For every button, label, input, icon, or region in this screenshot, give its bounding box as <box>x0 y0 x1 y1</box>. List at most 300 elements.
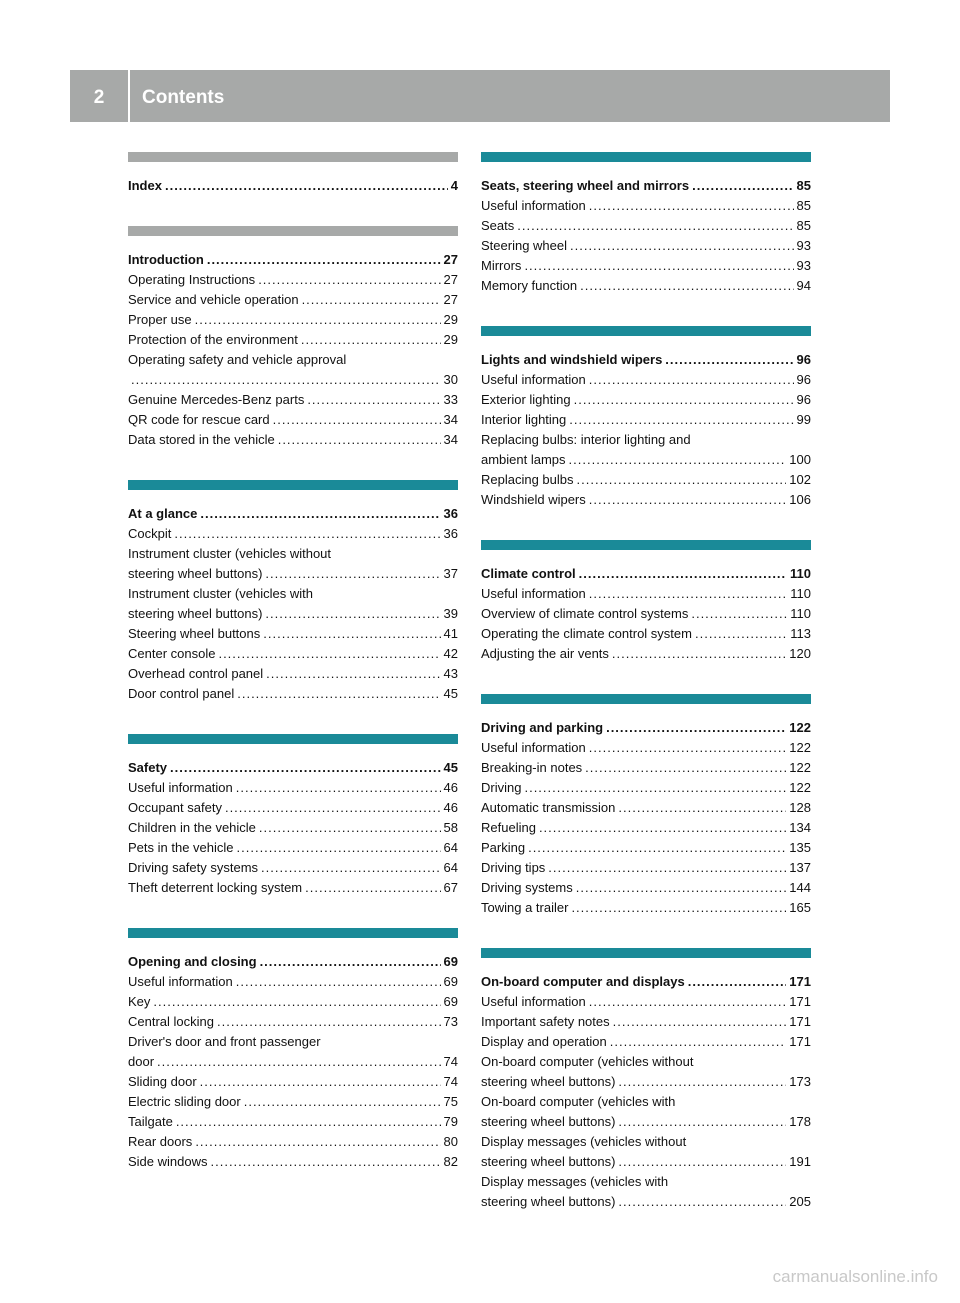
dot-leader <box>589 584 787 604</box>
entry-title: Children in the vehicle <box>128 820 256 835</box>
section-heading[interactable] <box>128 176 458 196</box>
toc-entry[interactable] <box>481 236 811 256</box>
entry-title: Useful information <box>481 586 586 601</box>
toc-entry[interactable] <box>128 972 458 992</box>
entry-title: Replacing bulbs <box>481 472 574 487</box>
toc-entry[interactable] <box>128 1012 458 1032</box>
entry-title: steering wheel buttons) <box>481 1114 616 1129</box>
entry-title: steering wheel buttons) <box>128 566 263 581</box>
page-ref: 29 <box>443 332 458 347</box>
toc-entry[interactable] <box>481 276 811 296</box>
entry-title: Windshield wipers <box>481 492 586 507</box>
entry-title: steering wheel buttons) <box>128 606 263 621</box>
dot-leader <box>211 1152 441 1172</box>
page-title: Contents <box>142 87 225 108</box>
page-ref: 58 <box>443 820 458 835</box>
toc-entry[interactable] <box>481 778 811 798</box>
dot-leader <box>237 684 440 704</box>
page-ref: 122 <box>789 720 811 735</box>
section-heading[interactable] <box>481 718 811 738</box>
entry-title: Cockpit <box>128 526 172 541</box>
entry-title: Key <box>128 994 151 1009</box>
dot-leader <box>165 176 448 196</box>
page-ref: 41 <box>443 626 458 641</box>
toc-section <box>481 540 811 664</box>
page-ref: 102 <box>789 472 811 487</box>
dot-leader <box>170 758 441 778</box>
toc-column-left <box>128 152 458 1202</box>
page-ref: 94 <box>796 278 811 293</box>
entry-title: Steering wheel <box>481 238 567 253</box>
entry-title: steering wheel buttons) <box>481 1154 616 1169</box>
page-ref: 46 <box>443 800 458 815</box>
toc-entry[interactable] <box>481 584 811 604</box>
dot-leader <box>589 490 787 510</box>
toc-entry[interactable] <box>128 644 458 664</box>
page-ref: 122 <box>789 760 811 775</box>
toc-entry[interactable] <box>481 410 811 430</box>
toc-entry-line[interactable]: Operating safety and vehicle approval <box>128 352 347 367</box>
toc-entry-line[interactable]: Display messages (vehicles without <box>481 1134 687 1149</box>
dot-leader <box>266 664 440 684</box>
toc-entry[interactable] <box>481 818 811 838</box>
toc-entry-line[interactable]: Instrument cluster (vehicles with <box>128 586 313 601</box>
toc-entry[interactable] <box>128 564 458 584</box>
page-ref: 96 <box>796 372 811 387</box>
entry-title: Pets in the vehicle <box>128 840 234 855</box>
entry-title: Data stored in the vehicle <box>128 432 275 447</box>
entry-title: Electric sliding door <box>128 1094 241 1109</box>
page-ref: 100 <box>789 452 811 467</box>
dot-leader <box>517 216 793 236</box>
page-ref: 171 <box>789 1034 811 1049</box>
page-ref: 171 <box>789 1014 811 1029</box>
toc-entry[interactable] <box>481 490 811 510</box>
page-ref: 120 <box>789 646 811 661</box>
dot-leader <box>524 256 793 276</box>
dot-leader <box>691 604 787 624</box>
page-ref: 144 <box>789 880 811 895</box>
entry-title: Steering wheel buttons <box>128 626 261 641</box>
toc-entry[interactable] <box>128 290 458 310</box>
dot-leader <box>688 972 787 992</box>
toc-entry[interactable] <box>481 1192 811 1212</box>
toc-entry[interactable] <box>481 604 811 624</box>
entry-title: steering wheel buttons) <box>481 1074 616 1089</box>
dot-leader <box>613 1012 787 1032</box>
toc-section <box>481 948 811 1212</box>
entry-title: Protection of the environment <box>128 332 298 347</box>
toc-section <box>481 152 811 296</box>
entry-title: ambient lamps <box>481 452 566 467</box>
entry-title: Driving tips <box>481 860 546 875</box>
dot-leader <box>305 878 440 898</box>
page-ref: 33 <box>443 392 458 407</box>
toc-entry[interactable] <box>481 898 811 918</box>
toc-entry[interactable] <box>128 1112 458 1132</box>
dot-leader <box>610 1032 787 1052</box>
dot-leader <box>217 1012 441 1032</box>
watermark: carmanualsonline.info <box>772 1267 938 1286</box>
page-ref: 69 <box>443 974 458 989</box>
dot-leader <box>263 624 440 644</box>
page-ref: 96 <box>796 352 811 367</box>
page-header <box>70 70 890 122</box>
section-heading[interactable] <box>481 564 811 584</box>
section-heading[interactable] <box>128 504 458 524</box>
entry-title: Overview of climate control systems <box>481 606 689 621</box>
section-heading[interactable] <box>481 176 811 196</box>
page-ref: 27 <box>443 252 458 267</box>
entry-title: Driving systems <box>481 880 573 895</box>
page-ref: 110 <box>790 566 811 581</box>
toc-entry[interactable] <box>128 1152 458 1172</box>
page-ref: 85 <box>796 178 811 193</box>
toc-section <box>128 226 458 450</box>
toc-entry-line[interactable]: Driver's door and front passenger <box>128 1034 321 1049</box>
page-ref: 45 <box>443 760 458 775</box>
toc-entry-line[interactable]: Display messages (vehicles with <box>481 1174 669 1189</box>
section-title: Lights and windshield wipers <box>481 352 663 367</box>
toc-entry[interactable] <box>481 1112 811 1132</box>
page-ref: 171 <box>789 974 811 989</box>
dot-leader <box>265 564 440 584</box>
page-ref: 27 <box>443 292 458 307</box>
section-bar <box>481 540 811 550</box>
dot-leader <box>585 758 786 778</box>
dot-leader <box>174 524 440 544</box>
entry-title: Refueling <box>481 820 536 835</box>
page-ref: 122 <box>789 780 811 795</box>
toc-entry[interactable] <box>481 216 811 236</box>
dot-leader <box>260 952 441 972</box>
page-ref: 27 <box>443 272 458 287</box>
dot-leader <box>200 504 440 524</box>
dot-leader <box>237 838 441 858</box>
section-bar <box>128 226 458 236</box>
toc-entry[interactable] <box>128 1132 458 1152</box>
toc-entry[interactable] <box>481 256 811 276</box>
dot-leader <box>577 470 787 490</box>
section-title: Seats, steering wheel and mirrors <box>481 178 690 193</box>
entry-title: door <box>128 1054 155 1069</box>
entry-title: Overhead control panel <box>128 666 264 681</box>
page-ref: 29 <box>443 312 458 327</box>
page-ref: 39 <box>443 606 458 621</box>
page-ref: 93 <box>796 238 811 253</box>
dot-leader <box>589 992 787 1012</box>
dot-leader <box>618 798 786 818</box>
page-ref: 173 <box>789 1074 811 1089</box>
section-heading[interactable] <box>128 758 458 778</box>
dot-leader <box>278 430 441 450</box>
dot-leader <box>569 450 787 470</box>
dot-leader <box>618 1192 786 1212</box>
entry-title: Useful information <box>481 372 586 387</box>
toc-entry[interactable] <box>481 1072 811 1092</box>
entry-title: Service and vehicle operation <box>128 292 299 307</box>
toc-entry[interactable] <box>481 1032 811 1052</box>
entry-title: Useful information <box>128 780 233 795</box>
entry-title: Exterior lighting <box>481 392 571 407</box>
entry-title: Mirrors <box>481 258 522 273</box>
dot-leader <box>618 1152 786 1172</box>
dot-leader <box>261 858 440 878</box>
dot-leader <box>176 1112 441 1132</box>
toc-entry[interactable] <box>128 818 458 838</box>
entry-title: Side windows <box>128 1154 208 1169</box>
entry-title: Tailgate <box>128 1114 173 1129</box>
toc-entry[interactable] <box>481 838 811 858</box>
toc-entry[interactable] <box>128 858 458 878</box>
toc-section <box>128 734 458 898</box>
entry-title: Display and operation <box>481 1034 607 1049</box>
entry-title: steering wheel buttons) <box>481 1194 616 1209</box>
dot-leader <box>589 196 794 216</box>
toc-entry[interactable] <box>481 450 811 470</box>
page-ref: 165 <box>789 900 811 915</box>
dot-leader <box>236 778 441 798</box>
page-ref: 135 <box>789 840 811 855</box>
page-ref: 4 <box>450 178 458 193</box>
toc-column-right <box>481 152 811 1242</box>
toc-entry[interactable] <box>481 470 811 490</box>
page-ref: 122 <box>789 740 811 755</box>
toc-entry[interactable] <box>481 370 811 390</box>
toc-entry[interactable] <box>481 196 811 216</box>
toc-entry[interactable] <box>128 330 458 350</box>
section-heading[interactable] <box>128 952 458 972</box>
dot-leader <box>265 604 440 624</box>
page-ref: 99 <box>796 412 811 427</box>
dot-leader <box>548 858 786 878</box>
section-heading[interactable] <box>481 350 811 370</box>
toc-entry[interactable] <box>128 390 458 410</box>
toc-entry-line[interactable]: Instrument cluster (vehicles without <box>128 546 332 561</box>
page-ref: 96 <box>796 392 811 407</box>
page-ref: 113 <box>790 626 811 641</box>
toc-entry[interactable] <box>481 992 811 1012</box>
dot-leader <box>244 1092 441 1112</box>
entry-title: Center console <box>128 646 216 661</box>
toc-entry[interactable] <box>128 410 458 430</box>
entry-title: Seats <box>481 218 515 233</box>
entry-title: Useful information <box>481 198 586 213</box>
toc-entry[interactable] <box>128 992 458 1012</box>
toc-entry[interactable] <box>481 1152 811 1172</box>
page-ref: 205 <box>789 1194 811 1209</box>
dot-leader <box>301 330 441 350</box>
page-ref: 171 <box>789 994 811 1009</box>
page-number: 2 <box>93 87 105 108</box>
toc-entry[interactable] <box>481 1012 811 1032</box>
toc-entry[interactable] <box>128 430 458 450</box>
section-bar <box>128 480 458 490</box>
page-ref: 74 <box>443 1074 458 1089</box>
entry-title: Sliding door <box>128 1074 197 1089</box>
page-ref: 42 <box>443 646 458 661</box>
entry-title: Proper use <box>128 312 192 327</box>
toc-entry[interactable] <box>128 624 458 644</box>
dot-leader <box>258 270 440 290</box>
page-ref: 82 <box>443 1154 458 1169</box>
dot-leader <box>524 778 786 798</box>
entry-title: Useful information <box>481 994 586 1009</box>
page-ref: 106 <box>789 492 811 507</box>
dot-leader <box>157 1052 441 1072</box>
toc-entry[interactable] <box>128 798 458 818</box>
dot-leader <box>589 738 787 758</box>
section-heading[interactable] <box>128 250 458 270</box>
entry-title: Breaking-in notes <box>481 760 583 775</box>
toc-entry[interactable] <box>481 878 811 898</box>
toc-entry[interactable] <box>128 270 458 290</box>
toc-entry[interactable] <box>128 1052 458 1072</box>
dot-leader <box>612 644 786 664</box>
entry-title: Door control panel <box>128 686 235 701</box>
dot-leader <box>153 992 440 1012</box>
entry-title: Driving <box>481 780 522 795</box>
dot-leader <box>218 644 440 664</box>
entry-title: Adjusting the air vents <box>481 646 609 661</box>
page-ref: 30 <box>443 372 458 387</box>
section-bar <box>128 928 458 938</box>
toc-entry[interactable] <box>128 684 458 704</box>
entry-title: Useful information <box>481 740 586 755</box>
entry-title: Parking <box>481 840 526 855</box>
page-ref: 178 <box>789 1114 811 1129</box>
toc-section <box>128 928 458 1172</box>
dot-leader <box>131 370 441 390</box>
page-ref: 93 <box>796 258 811 273</box>
entry-title: Important safety notes <box>481 1014 610 1029</box>
toc-entry[interactable] <box>128 838 458 858</box>
entry-title: Useful information <box>128 974 233 989</box>
entry-title: Interior lighting <box>481 412 567 427</box>
dot-leader <box>259 818 441 838</box>
toc-entry[interactable] <box>128 1072 458 1092</box>
toc-entry-line[interactable]: On-board computer (vehicles with <box>481 1094 676 1109</box>
dot-leader <box>692 176 793 196</box>
page-ref: 110 <box>790 606 811 621</box>
page-ref: 36 <box>443 506 458 521</box>
page-ref: 75 <box>443 1094 458 1109</box>
dot-leader <box>574 390 794 410</box>
dot-leader <box>576 878 787 898</box>
section-bar <box>481 948 811 958</box>
toc-entry[interactable] <box>128 664 458 684</box>
page-ref: 45 <box>443 686 458 701</box>
page-ref: 73 <box>443 1014 458 1029</box>
page-ref: 110 <box>790 586 811 601</box>
dot-leader <box>195 1132 440 1152</box>
dot-leader <box>695 624 787 644</box>
entry-title: Theft deterrent locking system <box>128 880 303 895</box>
dot-leader <box>200 1072 441 1092</box>
toc-entry[interactable] <box>481 798 811 818</box>
page-ref: 134 <box>789 820 811 835</box>
entry-title: Driving safety systems <box>128 860 259 875</box>
section-title: Safety <box>128 760 168 775</box>
dot-leader <box>528 838 786 858</box>
toc-entry[interactable] <box>481 858 811 878</box>
page-ref: 85 <box>796 218 811 233</box>
toc-entry[interactable] <box>128 524 458 544</box>
page-ref: 46 <box>443 780 458 795</box>
section-title: On-board computer and displays <box>481 974 685 989</box>
section-bar <box>481 694 811 704</box>
dot-leader <box>539 818 786 838</box>
page-ref: 37 <box>443 566 458 581</box>
page-ref: 36 <box>443 526 458 541</box>
page-ref: 64 <box>443 860 458 875</box>
page-ref: 67 <box>443 880 458 895</box>
toc-entry[interactable] <box>481 624 811 644</box>
page-ref: 80 <box>443 1134 458 1149</box>
dot-leader <box>589 370 794 390</box>
section-title: Introduction <box>128 252 204 267</box>
entry-title: Genuine Mercedes-Benz parts <box>128 392 305 407</box>
dot-leader <box>571 898 786 918</box>
page-ref: 64 <box>443 840 458 855</box>
dot-leader <box>225 798 441 818</box>
toc-entry-line[interactable]: On-board computer (vehicles without <box>481 1054 694 1069</box>
toc-entry[interactable] <box>128 310 458 330</box>
page-ref: 191 <box>789 1154 811 1169</box>
toc-entry[interactable] <box>128 878 458 898</box>
toc-entry-line[interactable]: Replacing bulbs: interior lighting and <box>481 432 691 447</box>
dot-leader <box>207 250 441 270</box>
section-bar <box>128 152 458 162</box>
toc-entry[interactable] <box>128 604 458 624</box>
section-bar <box>481 152 811 162</box>
entry-title: Central locking <box>128 1014 214 1029</box>
page-ref: 34 <box>443 412 458 427</box>
entry-title: Rear doors <box>128 1134 193 1149</box>
entry-title: Automatic transmission <box>481 800 616 815</box>
toc-entry[interactable] <box>128 1092 458 1112</box>
section-bar <box>481 326 811 336</box>
toc-entry[interactable] <box>128 778 458 798</box>
entry-title: Memory function <box>481 278 578 293</box>
dot-leader <box>273 410 441 430</box>
entry-title: QR code for rescue card <box>128 412 270 427</box>
dot-leader <box>195 310 441 330</box>
page-ref: 85 <box>796 198 811 213</box>
toc-section <box>481 326 811 510</box>
toc-entry[interactable] <box>128 370 458 390</box>
dot-leader <box>570 236 794 256</box>
section-title: At a glance <box>128 506 198 521</box>
section-heading[interactable] <box>481 972 811 992</box>
page-ref: 128 <box>789 800 811 815</box>
toc-entry[interactable] <box>481 390 811 410</box>
toc-entry[interactable] <box>481 644 811 664</box>
page-ref: 79 <box>443 1114 458 1129</box>
entry-title: Towing a trailer <box>481 900 569 915</box>
entry-title: Operating Instructions <box>128 272 256 287</box>
toc-section <box>128 152 458 196</box>
page-ref: 137 <box>789 860 811 875</box>
section-bar <box>128 734 458 744</box>
dot-leader <box>307 390 440 410</box>
entry-title: Operating the climate control system <box>481 626 692 641</box>
dot-leader <box>302 290 441 310</box>
toc-entry[interactable] <box>481 738 811 758</box>
page-ref: 74 <box>443 1054 458 1069</box>
dot-leader <box>580 276 793 296</box>
toc-entry[interactable] <box>481 758 811 778</box>
